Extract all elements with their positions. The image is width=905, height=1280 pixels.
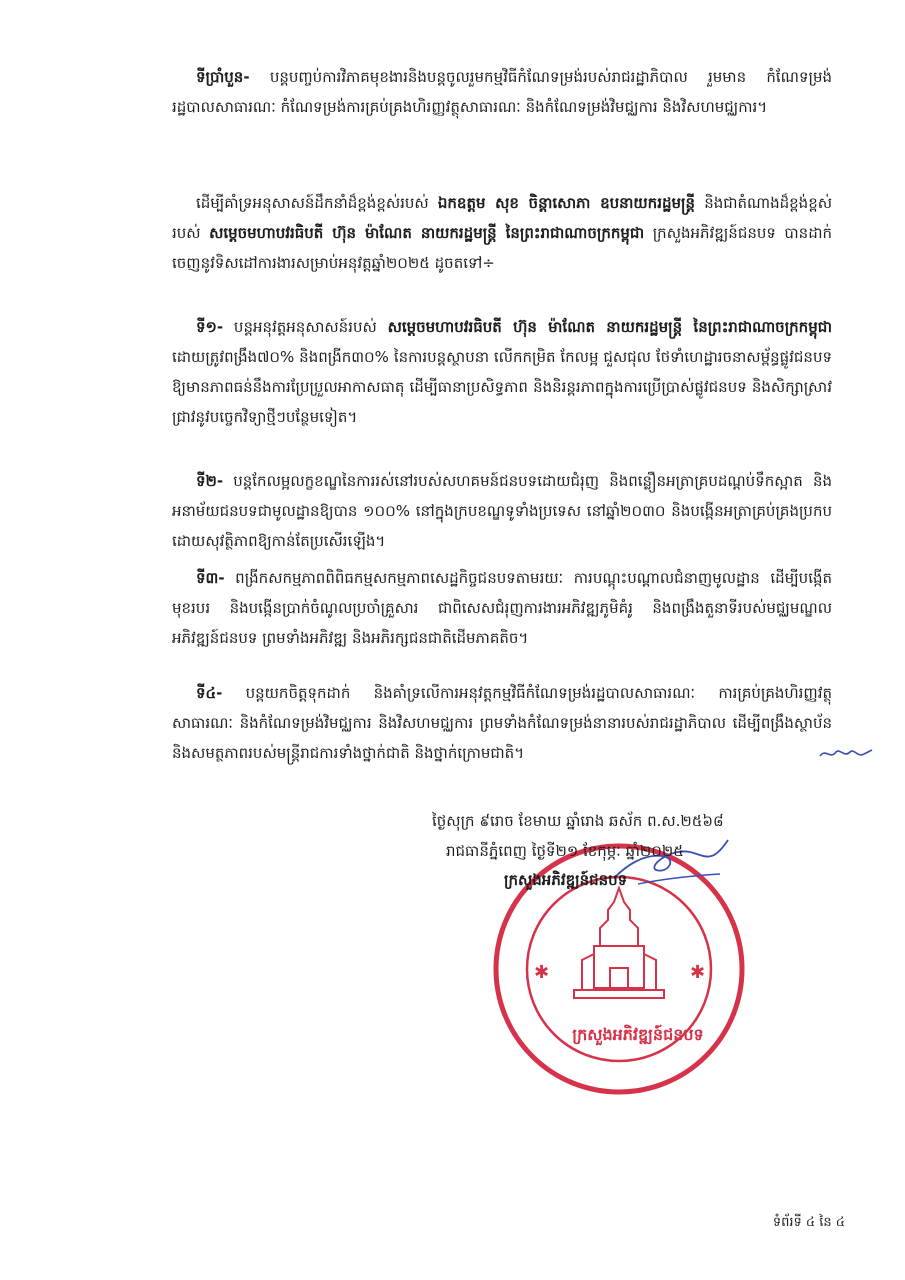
paragraph-basis	[172, 188, 832, 278]
paragraph-ninth	[172, 62, 832, 122]
paragraph-text: និងជាតំណាងដ៏ខ្ពង់ខ្ពស់របស់	[172, 194, 833, 242]
initials-mark	[818, 744, 874, 764]
paragraph-text: ក្រសួងអភិវឌ្ឍន៍ជនបទ បានដាក់ចេញនូវទិសដៅការងារសម្រាប់អនុវត្តឆ្នាំ២០២៥ ដូចតទៅ÷	[172, 224, 832, 272]
date-lunar: ថ្ងៃសុក្រ ៩រោច ខែមាឃ ឆ្នាំរោង ឆស័ក ព.ស.២៥៦៨	[432, 812, 724, 830]
paragraph-label: ទីប្រាំបួន-	[196, 68, 250, 86]
paragraph-label: ទី៤-	[196, 684, 223, 702]
prime-minister-name: សម្តេចមហាបវរធិបតី ហ៊ុន ម៉ាណែត នាយករដ្ឋមន្ត្រី នៃព្រះរាជាណាចក្រកម្ពុជា	[387, 318, 833, 336]
paragraph-label: ទី១-	[196, 318, 224, 336]
paragraph-label: ទី៣-	[196, 569, 225, 587]
seal-text: ក្រសួងអភិវឌ្ឍន៍ជនបទ	[572, 1025, 704, 1044]
page-number: ទំព័រទី ៤ នៃ ៤	[772, 1215, 845, 1230]
paragraph-text: បន្តបញ្ចប់ការវិភាគមុខងារនិងបន្តចូលរួមកម្មវិធីកំណែទម្រង់របស់រាជរដ្ឋាភិបាល រួមមាន កំណែទម្រង់រដ្ឋបាលសាធារណៈ កំណែទម្រង់ការគ្រប់គ្រងហិរញ្ញវត្ថុសាធារណៈ និងកំណែទម្រង់វិមជ្ឈការ និងវិសហមជ្ឈការ។	[172, 68, 832, 116]
paragraph-item-1	[172, 312, 832, 432]
ministry-name: ក្រសួងអភិវឌ្ឍន៍ជនបទ	[504, 871, 628, 889]
paragraph-label: ទី២-	[196, 472, 224, 490]
svg-text:✱: ✱	[690, 962, 706, 983]
paragraph-item-3	[172, 563, 832, 653]
paragraph-text: បន្តអនុវត្តអនុសាសន៍របស់	[223, 318, 388, 336]
prime-minister-name: សម្តេចមហាបវរធិបតី ហ៊ុន ម៉ាណែត នាយករដ្ឋមន្ត្រី នៃព្រះរាជាណាចក្រកម្ពុជា	[209, 224, 645, 242]
paragraph-text: ដើម្បីគាំទ្រអនុសាសន៍ដឹកនាំដ៏ខ្ពង់ខ្ពស់របស់	[196, 194, 438, 212]
paragraph-item-4	[172, 678, 832, 768]
paragraph-text: ដោយត្រូវពង្រឹង៧០% និងពង្រីក៣០% នៃការបន្តស្ថាបនា លើកកម្រិត កែលម្អ ជួសជុល ថែទាំហេដ្ឋារចនាសម្ព័ន្ធផ្លូវជនបទឱ្យមានភាពធន់នឹងការប្រែប្រួលអាកាសធាតុ ដើម្បីធានាប្រសិទ្ធភាព និងនិរន្តរភាពក្នុងការប្រើប្រាស់ផ្លូវជនបទ និងសិក្សាស្រាវជ្រាវនូវបច្ចេកវិទ្យាថ្មីៗបន្ថែមទៀត។	[172, 348, 832, 426]
date-place: រាជធានីភ្នំពេញ ថ្ងៃទី២១ ខែកុម្ភៈ ឆ្នាំ២០២៥	[446, 842, 684, 860]
paragraph-text: ពង្រីកសកម្មភាពពិពិធកម្មសកម្មភាពសេដ្ឋកិច្ចជនបទតាមរយៈ ការបណ្តុះបណ្តាលជំនាញមូលដ្ឋាន ដើម្បីបង្កើតមុខរបរ និងបង្កើនប្រាក់ចំណូលប្រចាំគ្រួសារ ជាពិសេសជំរុញការងារអភិវឌ្ឍភូមិគំរូ និងពង្រឹងតួនាទីរបស់មជ្ឈមណ្ឌលអភិវឌ្ឍន៍ជនបទ ព្រមទាំងអភិវឌ្ឍ និងអភិរក្សជនជាតិដើមភាគតិច។	[172, 569, 832, 647]
deputy-pm-name: ឯកឧត្តម សុខ ចិន្តាសោភា ឧបនាយករដ្ឋមន្ត្រី	[437, 194, 696, 212]
paragraph-item-2	[172, 466, 832, 556]
paragraph-text: បន្តយកចិត្តទុកដាក់ និងគាំទ្រលើការអនុវត្តកម្មវិធីកំណែទម្រង់រដ្ឋបាលសាធារណៈ ការគ្រប់គ្រងហិរញ្ញវត្ថុសាធារណៈ និងកំណែទម្រង់វិមជ្ឈការ និងវិសហមជ្ឈការ ព្រមទាំងកំណែទម្រង់នានារបស់រាជរដ្ឋាភិបាល ដើម្បីពង្រឹងស្ថាប័ន និងសមត្ថភាពរបស់មន្ត្រីរាជការទាំងថ្នាក់ជាតិ និងថ្នាក់ក្រោមជាតិ។	[172, 684, 832, 762]
svg-text:✱: ✱	[534, 962, 550, 983]
paragraph-text: បន្តកែលម្អលក្ខខណ្ឌនៃការរស់នៅរបស់សហគមន៍ជនបទដោយជំរុញ និងពន្លឿនអត្រាគ្របដណ្តប់ទឹកស្អាត និងអនាម័យជនបទជាមូលដ្ឋានឱ្យបាន ១០០% នៅក្នុងក្របខណ្ឌទូទាំងប្រទេស នៅឆ្នាំ២០៣០ និងបង្កើនអត្រាគ្រប់គ្រងប្រកបដោយសុវត្ថិភាពឱ្យកាន់តែប្រសើរឡើង។	[172, 472, 832, 550]
